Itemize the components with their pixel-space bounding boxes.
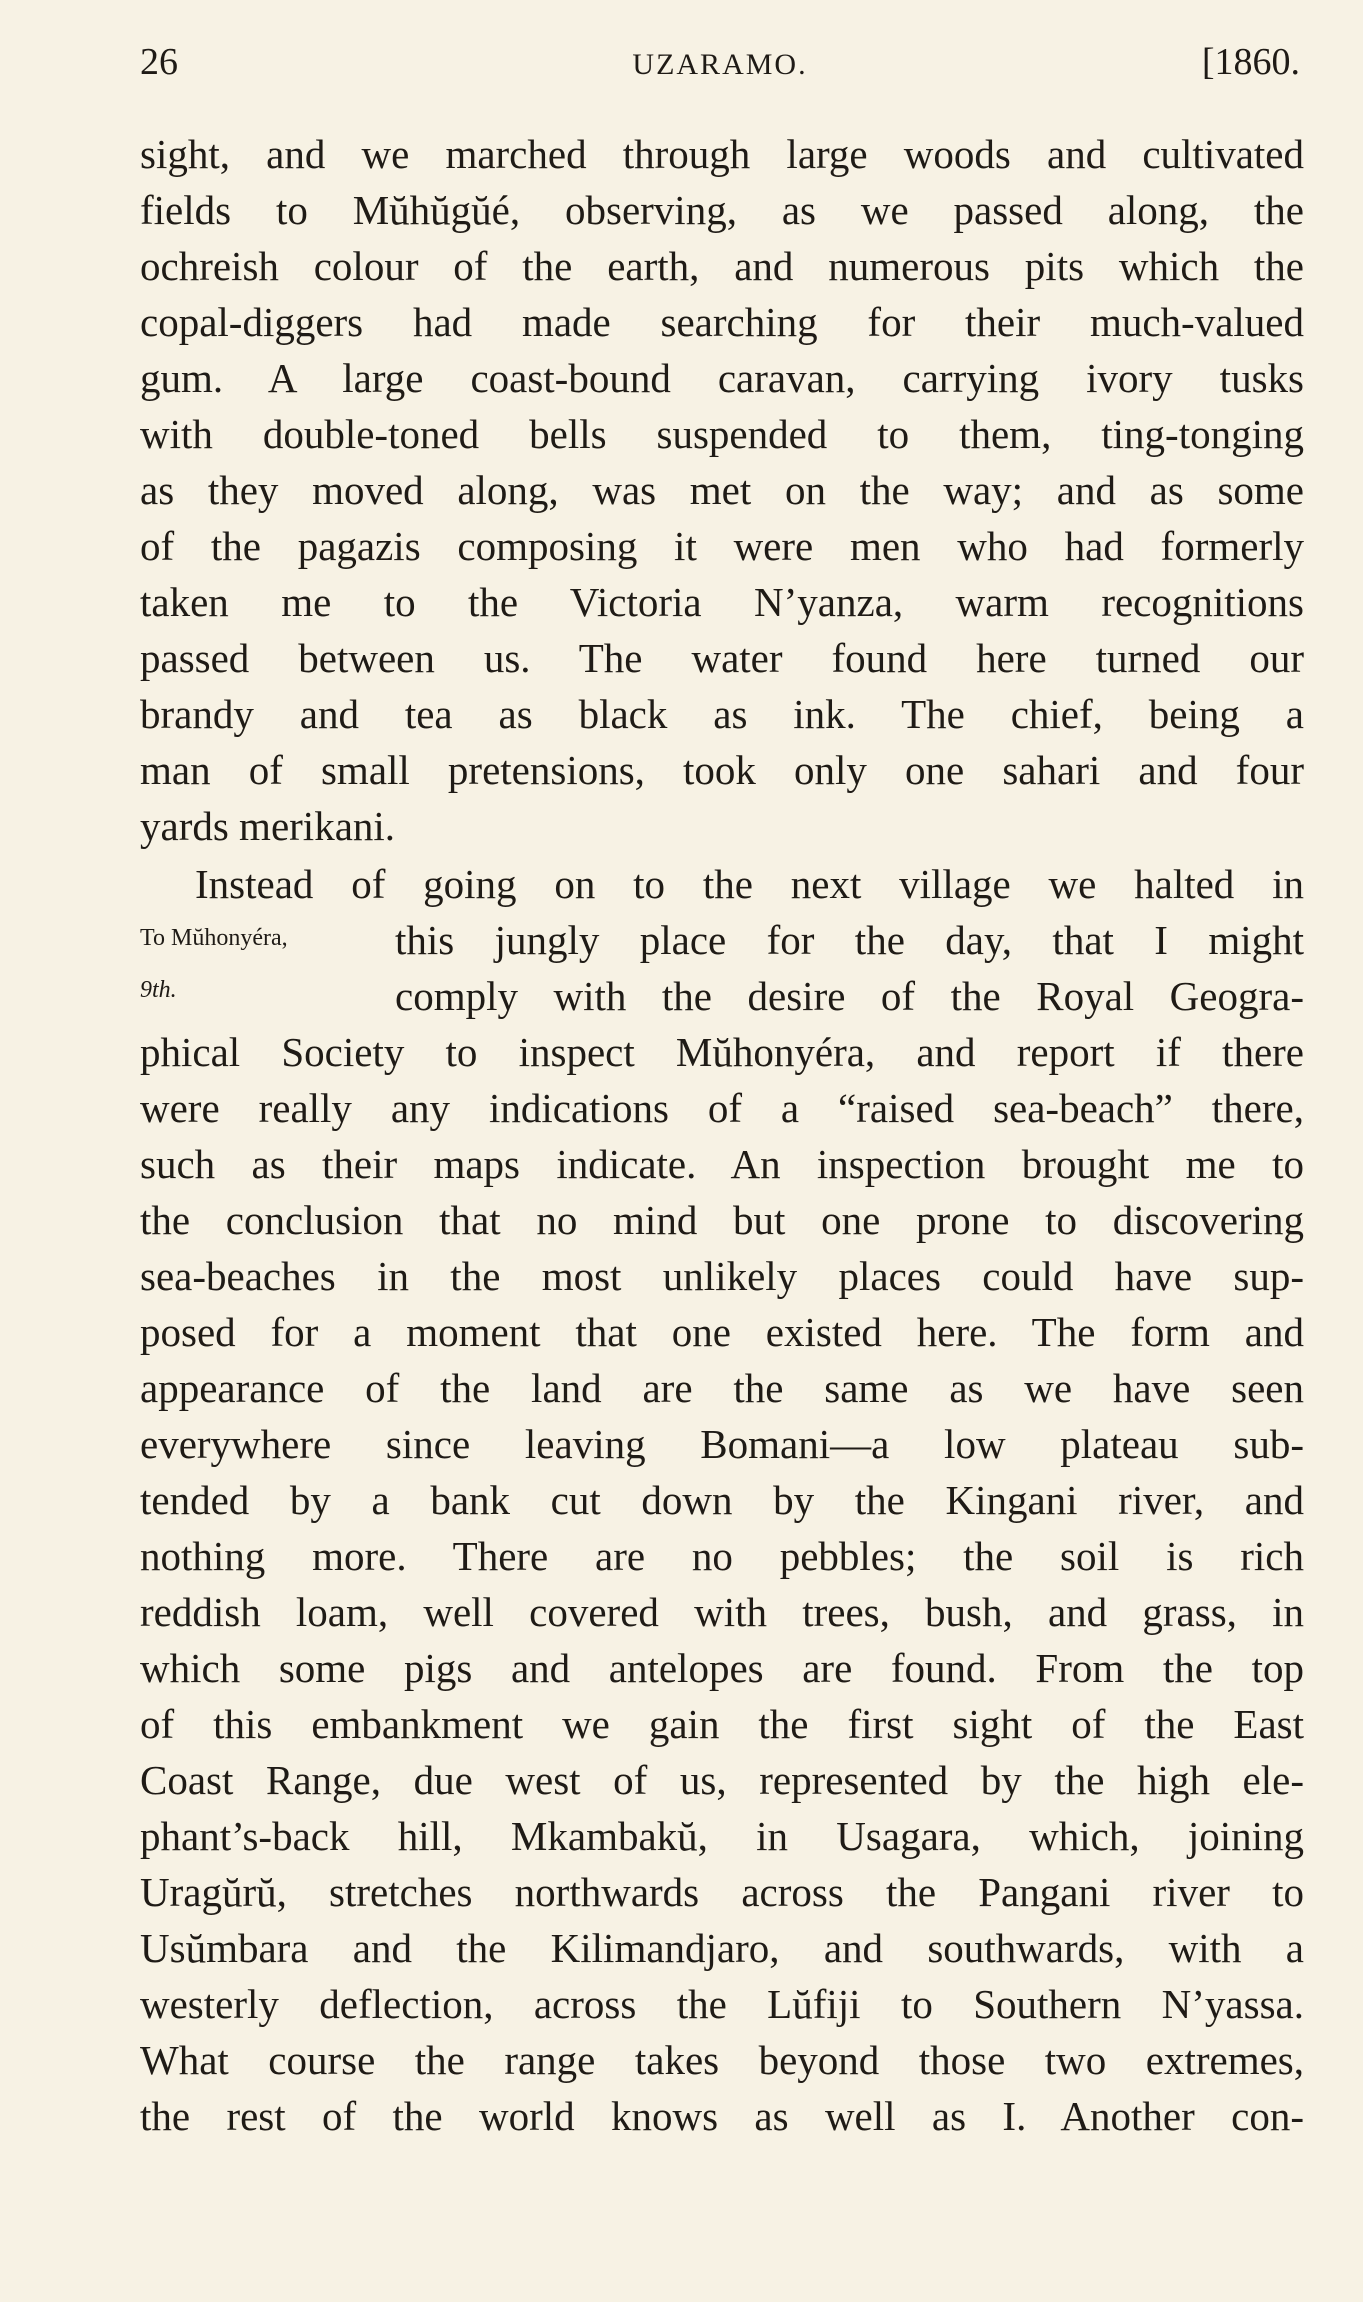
text-line: the rest of the world knows as well as I. Another con-: [140, 2093, 1304, 2139]
text-line: Instead of going on to the next village we halted in: [195, 861, 1304, 907]
text-line: ochreish colour of the earth, and numerous pits which the: [140, 243, 1304, 289]
marginal-note-date: 9th.: [140, 977, 177, 1003]
marginal-note-place: To Mŭhonyéra,: [140, 925, 288, 951]
text-line: nothing more. There are no pebbles; the soil is rich: [140, 1533, 1304, 1579]
text-line: sight, and we marched through large woods and cultivated: [140, 131, 1304, 177]
text-line: with double-toned bells suspended to them, ting-tonging: [140, 411, 1304, 457]
text-line: tended by a bank cut down by the Kingani river, and: [140, 1477, 1304, 1523]
text-line: Uragŭrŭ, stretches northwards across the Pangani river to: [140, 1869, 1304, 1915]
text-line: man of small pretensions, took only one sahari and four: [140, 747, 1304, 793]
text-line: as they moved along, was met on the way; and as some: [140, 467, 1304, 513]
text-line: taken me to the Victoria N’yanza, warm recognitions: [140, 579, 1304, 625]
text-line: brandy and tea as black as ink. The chief, being a: [140, 691, 1304, 737]
text-line: sea-beaches in the most unlikely places could have sup-: [140, 1253, 1304, 1299]
text-line: phical Society to inspect Mŭhonyéra, and report if there: [140, 1029, 1304, 1075]
text-line: Usŭmbara and the Kilimandjaro, and southwards, with a: [140, 1925, 1304, 1971]
page-header: [140, 40, 1300, 100]
text-line: comply with the desire of the Royal Geogra-: [395, 973, 1304, 1019]
text-line: What course the range takes beyond those two extremes,: [140, 2037, 1304, 2083]
text-line: such as their maps indicate. An inspection brought me to: [140, 1141, 1304, 1187]
text-line: Coast Range, due west of us, represented by the high ele-: [140, 1757, 1304, 1803]
text-line: of the pagazis composing it were men who had formerly: [140, 523, 1304, 569]
text-line: gum. A large coast-bound caravan, carrying ivory tusks: [140, 355, 1304, 401]
text-line: phant’s-back hill, Mkambakŭ, in Usagara, which, joining: [140, 1813, 1304, 1859]
header-year: [1860.: [1201, 41, 1300, 83]
text-line: everywhere since leaving Bomani—a low plateau sub-: [140, 1421, 1304, 1467]
text-line: reddish loam, well covered with trees, bush, and grass, in: [140, 1589, 1304, 1635]
text-line: passed between us. The water found here turned our: [140, 635, 1304, 681]
page-number: 26: [140, 41, 178, 83]
text-line: posed for a moment that one existed here. The form and: [140, 1309, 1304, 1355]
text-line: copal-diggers had made searching for their much-valued: [140, 299, 1304, 345]
text-line: westerly deflection, across the Lŭfiji to Southern N’yassa.: [140, 1981, 1304, 2027]
text-line: were really any indications of a “raised sea-beach” there,: [140, 1085, 1304, 1131]
text-line: appearance of the land are the same as we have seen: [140, 1365, 1304, 1411]
text-line: which some pigs and antelopes are found. From the top: [140, 1645, 1304, 1691]
text-line: the conclusion that no mind but one prone to discovering: [140, 1197, 1304, 1243]
text-line: fields to Mŭhŭgŭé, observing, as we passed along, the: [140, 187, 1304, 233]
running-title: UZARAMO.: [632, 48, 808, 81]
text-line: this jungly place for the day, that I might: [395, 917, 1304, 963]
text-line: of this embankment we gain the first sight of the East: [140, 1701, 1304, 1747]
text-line: yards merikani.: [140, 803, 396, 849]
